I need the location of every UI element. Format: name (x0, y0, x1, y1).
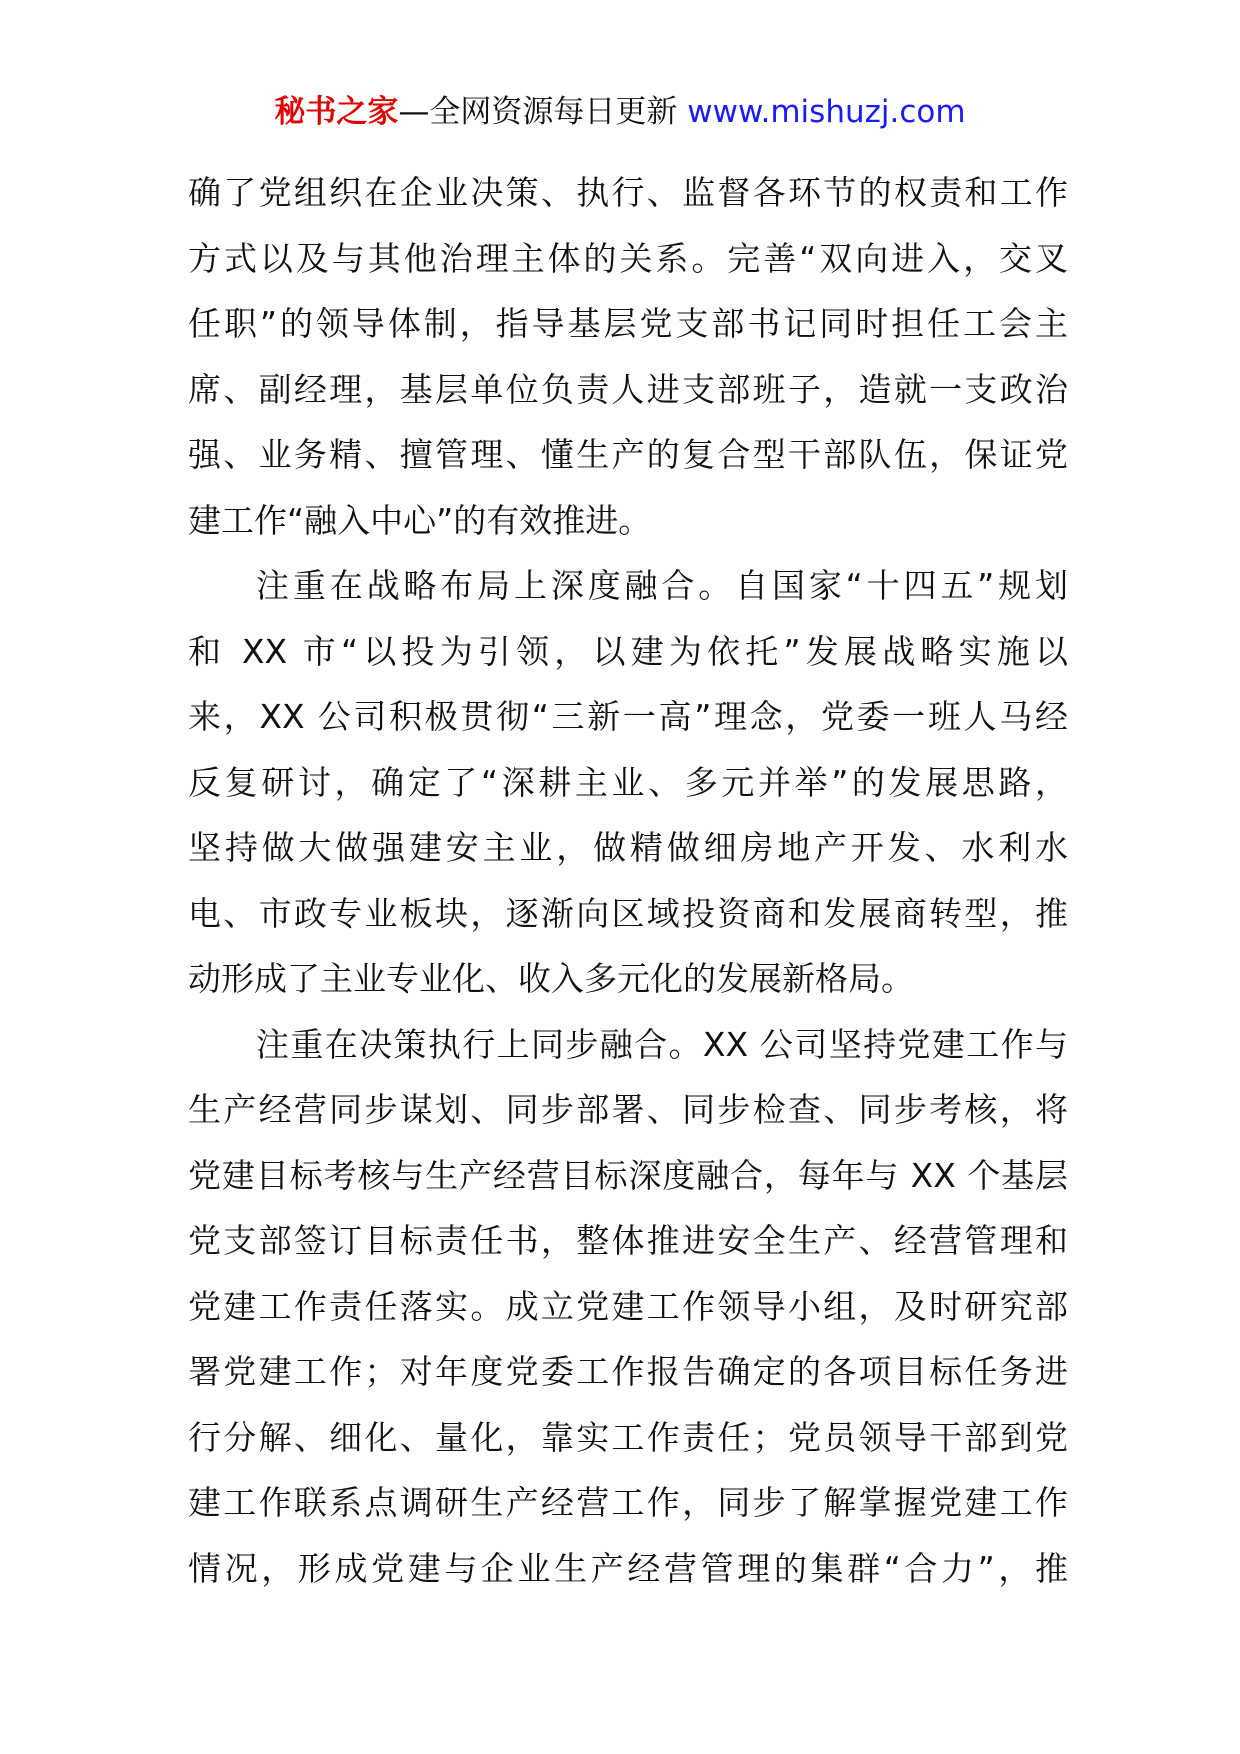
text-line: 反复研讨，确定了“深耕主业、多元并举”的发展思路， (188, 762, 1068, 802)
text-line: 任职”的领导体制，指导基层党支部书记同时担任工会主 (188, 304, 1068, 343)
text-line: 强、业务精、擅管理、懂生产的复合型干部队伍，保证党 (188, 435, 1068, 474)
site-header (0, 92, 1240, 132)
text-line: 行分解、细化、量化，靠实工作责任；党员领导干部到党 (188, 1417, 1068, 1457)
text-line: 动形成了主业专业化、收入多元化的发展新格局。 (188, 959, 914, 998)
site-url: www.mishuzj.com (687, 94, 966, 130)
site-brand: 秘书之家 (274, 94, 399, 130)
text-line: 坚持做大做强建安主业，做精做细房地产开发、水利水 (188, 828, 1068, 867)
text-line: 注重在战略布局上深度融合。自国家“十四五”规划 (256, 566, 1068, 605)
text-line: 生产经营同步谋划、同步部署、同步检查、同步考核，将 (188, 1090, 1068, 1129)
site-tagline: —全网资源每日更新 (398, 94, 688, 130)
text-line: 来，XX 公司积极贯彻“三新一高”理念，党委一班人马经 (188, 697, 1068, 736)
text-line: 署党建工作；对年度党委工作报告确定的各项目标任务进 (188, 1352, 1068, 1391)
text-line: 党建目标考核与生产经营目标深度融合，每年与 XX 个基层 (188, 1155, 1068, 1195)
text-line: 建工作联系点调研生产经营工作，同步了解掌握党建工作 (188, 1483, 1068, 1522)
text-line: 确了党组织在企业决策、执行、监督各环节的权责和工作 (188, 173, 1068, 212)
text-line: 建工作“融入中心”的有效推进。 (188, 500, 652, 540)
text-line: 注重在决策执行上同步融合。XX 公司坚持党建工作与 (256, 1024, 1068, 1064)
text-line: 电、市政专业板块，逐渐向区域投资商和发展商转型，推 (188, 893, 1068, 933)
text-line: 党支部签订目标责任书，整体推进安全生产、经营管理和 (188, 1221, 1068, 1260)
text-line: 党建工作责任落实。成立党建工作领导小组，及时研究部 (188, 1286, 1068, 1326)
document-body (188, 160, 1068, 1601)
text-line: 席、副经理，基层单位负责人进支部班子，造就一支政治 (188, 369, 1068, 409)
text-line: 和 XX 市“以投为引领，以建为依托”发展战略实施以 (188, 631, 1068, 671)
text-line: 情况，形成党建与企业生产经营管理的集群“合力”，推 (188, 1548, 1068, 1588)
text-line: 方式以及与其他治理主体的关系。完善“双向进入，交叉 (188, 238, 1068, 278)
